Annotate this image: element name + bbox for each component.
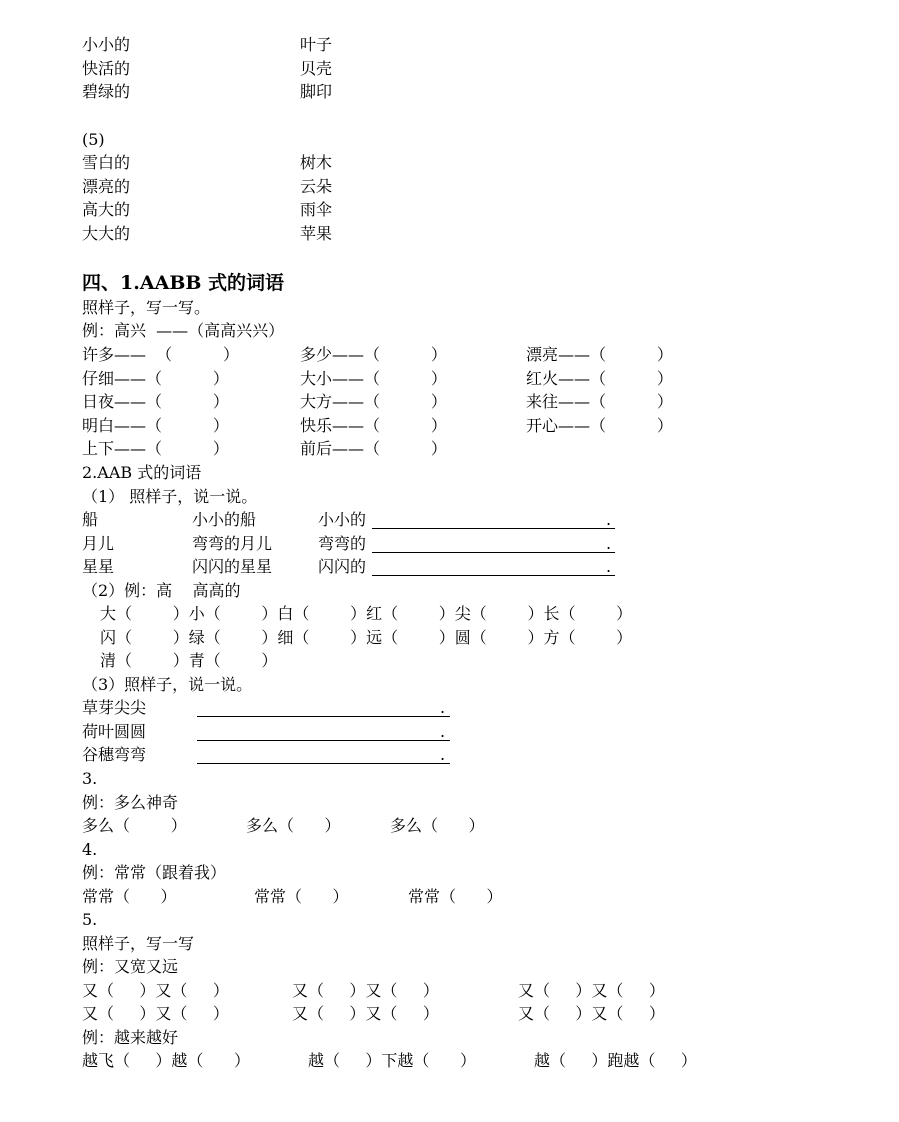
aab-part3-word: 荷叶圆圆: [82, 722, 147, 741]
aabb-item: 仔细——（ ）: [82, 369, 229, 388]
aabb-instruction: 照样子，写一写。: [82, 298, 211, 317]
changchang-item: 常常（ ）: [408, 887, 503, 906]
aab-prompt: 弯弯的: [318, 534, 367, 553]
duome-item: 多么（ ）: [246, 816, 341, 835]
answer-line[interactable]: [372, 552, 615, 553]
match5-label: (5): [82, 130, 105, 149]
section-number-4: 4.: [82, 840, 98, 859]
match5-right-2: 云朵: [300, 177, 333, 196]
section-title-aab: 2.AAB 式的词语: [82, 463, 202, 482]
aabb-item: 许多—— （ ）: [82, 345, 240, 364]
yue-item: 越飞（ ）越（ ）: [82, 1051, 250, 1070]
aabb-item: 多少——（ ）: [300, 345, 447, 364]
aab-part1-instruction: （1） 照样子，说一说。: [82, 487, 258, 506]
aabb-item: 大小——（ ）: [300, 369, 447, 388]
answer-line[interactable]: [197, 740, 450, 741]
aabb-item: 快乐——（ ）: [300, 416, 447, 435]
match5-left-4: 大大的: [82, 224, 131, 243]
aabb-item: 红火——（ ）: [526, 369, 673, 388]
changchang-item: 常常（ ）: [254, 887, 349, 906]
match5-right-3: 雨伞: [300, 200, 333, 219]
aab-noun: 船: [82, 510, 99, 529]
answer-line[interactable]: [197, 716, 450, 717]
match-right-3: 脚印: [300, 82, 333, 101]
example-yue: 例：越来越好: [82, 1028, 179, 1047]
section-number-5: 5.: [82, 910, 98, 929]
aab-part2-row: 大（ ）小（ ）白（ ）红（ ）尖（ ）长（ ）: [100, 604, 633, 623]
aabb-item: 漂亮——（ ）: [526, 345, 673, 364]
period: .: [440, 722, 446, 741]
you-item: 又（ ）又（ ）: [518, 981, 665, 1000]
aabb-item: 大方——（ ）: [300, 392, 447, 411]
you-item: 又（ ）又（ ）: [82, 1004, 229, 1023]
aab-noun: 月儿: [82, 534, 115, 553]
aab-part3-word: 谷穗弯弯: [82, 745, 147, 764]
period: .: [606, 510, 612, 529]
aabb-example: 例：高兴 ——（高高兴兴）: [82, 321, 285, 340]
aab-part3-instruction: （3）照样子，说一说。: [82, 675, 253, 694]
duome-item: 多么（ ）: [82, 816, 187, 835]
aab-part2-instruction: （2）例：高 高高的: [82, 581, 241, 600]
match-right-2: 贝壳: [300, 59, 333, 78]
changchang-item: 常常（ ）: [82, 887, 177, 906]
yue-item: 越（ ）下越（ ）: [308, 1051, 476, 1070]
section-title-aabb: 四、1.AABB 式的词语: [82, 272, 285, 294]
aabb-item: 上下——（ ）: [82, 439, 229, 458]
answer-line[interactable]: [372, 575, 615, 576]
you-item: 又（ ）又（ ）: [518, 1004, 665, 1023]
you-item: 又（ ）又（ ）: [292, 981, 439, 1000]
match5-left-1: 雪白的: [82, 153, 131, 172]
match-left-3: 碧绿的: [82, 82, 131, 101]
match-right-1: 叶子: [300, 35, 333, 54]
match5-right-1: 树木: [300, 153, 333, 172]
duome-item: 多么（ ）: [390, 816, 485, 835]
yue-item: 越（ ）跑越（ ）: [534, 1051, 697, 1070]
aabb-item: 日夜——（ ）: [82, 392, 229, 411]
aabb-item: 来往——（ ）: [526, 392, 673, 411]
match-left-1: 小小的: [82, 35, 131, 54]
period: .: [440, 698, 446, 717]
aabb-item: 明白——（ ）: [82, 416, 229, 435]
match5-left-2: 漂亮的: [82, 177, 131, 196]
aab-part2-row: 闪（ ）绿（ ）细（ ）远（ ）圆（ ）方（ ）: [100, 628, 633, 647]
aab-phrase: 小小的船: [192, 510, 257, 529]
example-you: 例：又宽又远: [82, 957, 179, 976]
match-left-2: 快活的: [82, 59, 131, 78]
aab-phrase: 弯弯的月儿: [192, 534, 273, 553]
aabb-item: 前后——（ ）: [300, 439, 447, 458]
match5-left-3: 高大的: [82, 200, 131, 219]
aab-prompt: 小小的: [318, 510, 367, 529]
aab-noun: 星星: [82, 557, 115, 576]
period: .: [606, 534, 612, 553]
example-changchang: 例：常常（跟着我）: [82, 863, 227, 882]
section-number-3: 3.: [82, 769, 98, 788]
aabb-item: 开心——（ ）: [526, 416, 673, 435]
aab-phrase: 闪闪的星星: [192, 557, 273, 576]
aab-part3-word: 草芽尖尖: [82, 698, 147, 717]
aab-prompt: 闪闪的: [318, 557, 367, 576]
aab-part2-row: 清（ ）青（ ）: [100, 651, 278, 670]
answer-line[interactable]: [197, 763, 450, 764]
answer-line[interactable]: [372, 528, 615, 529]
you-item: 又（ ）又（ ）: [82, 981, 229, 1000]
example-duome: 例：多么神奇: [82, 793, 179, 812]
you-item: 又（ ）又（ ）: [292, 1004, 439, 1023]
s5-instruction: 照样子，写一写: [82, 934, 195, 953]
period: .: [440, 745, 446, 764]
period: .: [606, 557, 612, 576]
match5-right-4: 苹果: [300, 224, 333, 243]
